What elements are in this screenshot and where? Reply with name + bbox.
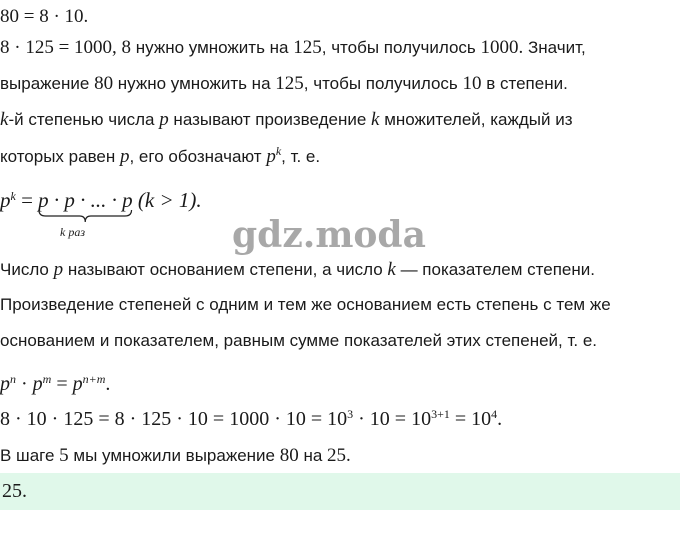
power-definition-formula: $p^k = p \cdot p$ · ... · p (k > 1). [0,189,202,211]
rule-line-2: основанием и показателем, равным сумме показателей этих степеней, т. е. [0,331,598,350]
equation-80: 80 = 8 · 10. [0,6,89,27]
paragraph-line-3: выражение 80 нужно умножить на 125, чтобы получилось 10 в степени. [0,73,568,94]
paragraph-line-2: 8 · 125 = 1000, 8 нужно умножить на 125, чтобы получилось 1000. Значит, [0,37,586,58]
product-of-powers-formula: $p^n \cdot p^m = p^{n+m}$. [0,372,111,395]
watermark: gdz.moda [232,214,426,256]
underbrace-icon [38,209,133,223]
step-note: В шаге 5 мы умножили выражение 80 на 25. [0,445,351,466]
answer-value: 25. [2,480,27,502]
base-exponent-definition: Число p называют основанием степени, а число k — показателем степени. [0,259,595,280]
definition-line-2: которых равен p, его обозначают $p^k$, т. е. [0,144,321,167]
calculation-formula: $8 \cdot 10 \cdot 125 = 8 \cdot 125 \cdot 10 = 1000 \cdot 10 = 10^3 \cdot 10 = 10^{3+1} = 10^4$. [0,407,503,430]
product-underbrace: p · p · ... · p [38,189,133,211]
rule-line-1: Произведение степеней с одним и тем же основанием есть степень с тем же [0,295,611,314]
answer-box [0,473,680,510]
definition-line-1: k-й степенью числа p называют произведение k множителей, каждый из [0,109,573,130]
brace-label: k раз [60,225,86,239]
